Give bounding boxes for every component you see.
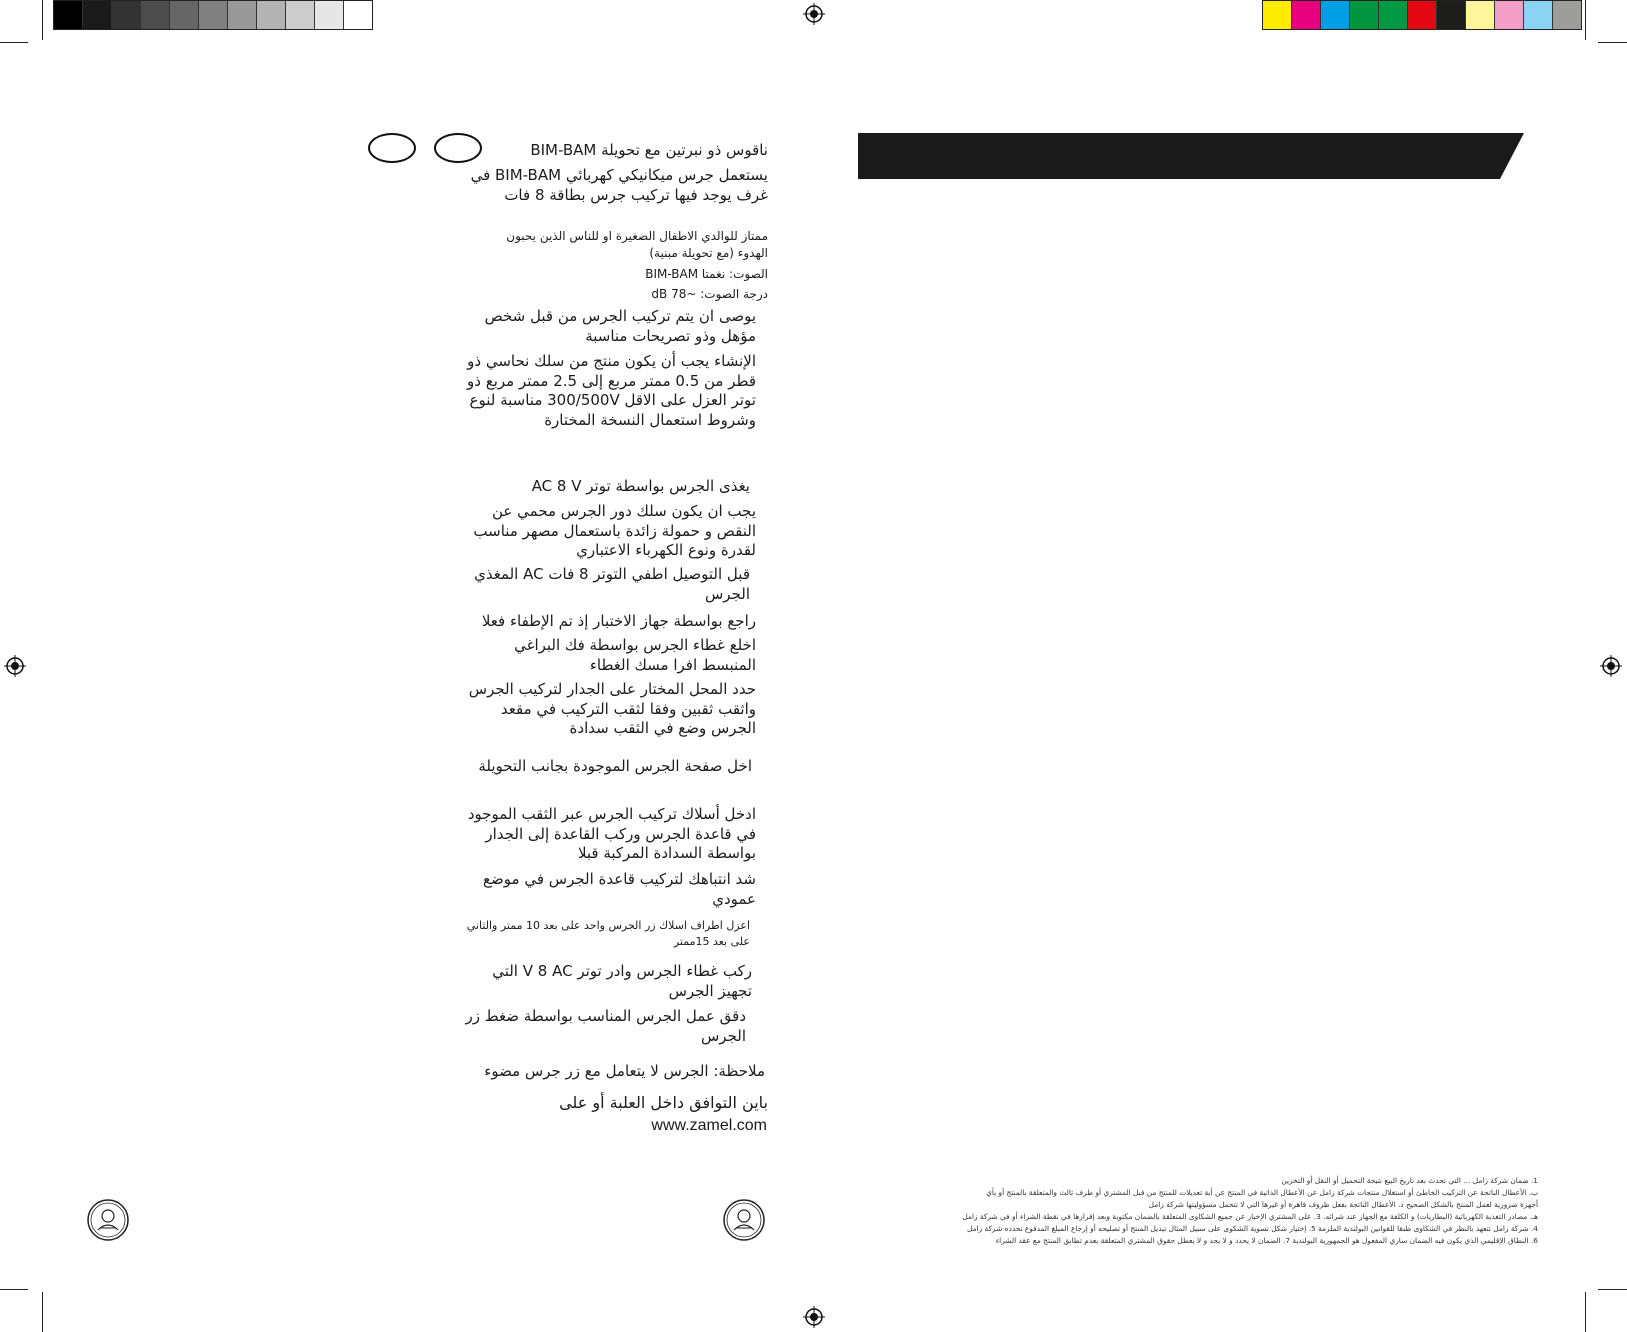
warranty-line-4: هـ. مصادر التغذية الكهربائية (البطاريات) و الكلفة مع الجهاز عند شرائه. 3. على المشتري الإخبار عن جميع الشكاوى المتعلقة بالضمان مكتوبة وبعد إقرارها في نقطة الشراء أو في شركة زامل	[962, 1212, 1538, 1221]
paragraph-qualified-install: يوصى ان يتم تركيب الجرس من قبل شخص مؤهل وذو تصريحات مناسبة	[484, 307, 756, 345]
paragraph-drill: حدد المحل المختار على الجدار لتركيب الجرس واثقب ثقبين وفقا لثقب التركيب في مقعد الجرس وضع في الثقب سدادة	[468, 680, 756, 737]
color-swatch-8	[1465, 1, 1494, 29]
registration-target-icon	[803, 3, 825, 25]
crop-mark-bottom-left-h	[0, 1289, 28, 1290]
website-url: www.zamel.com	[651, 1117, 767, 1134]
grey-swatch-7	[227, 1, 256, 29]
grey-swatch-8	[256, 1, 285, 29]
paragraph-wiring: الإنشاء يجب أن يكون منتج من سلك نحاسي ذو قطر من 0.5 ممتر مربع إلى 2.5 ممتر مربع ذو توتر العزل على الاقل 300/500V مناسبة لنوع وشروط استعمال النسخة المختارة	[467, 352, 756, 429]
color-swatch-10	[1523, 1, 1552, 29]
grey-scale-bar	[53, 0, 373, 30]
paragraph-insert-wires: ادخل أسلاك تركيب الجرس عبر الثقب الموجود في قاعدة الجرس وركب القاعدة إلى الجدار بواسطة السدادة المركبة قبلا	[467, 805, 756, 862]
symbol-ovals	[368, 133, 482, 163]
oval-symbol	[434, 133, 482, 163]
grey-swatch-3	[111, 1, 140, 29]
registration-target-icon	[1600, 655, 1622, 677]
color-swatch-7	[1436, 1, 1465, 29]
grey-swatch-6	[198, 1, 227, 29]
grey-swatch-11	[343, 1, 372, 29]
crop-mark-top-right-v	[1585, 0, 1586, 40]
color-swatch-3	[1320, 1, 1349, 29]
paragraph-sound-level: درجة الصوت: ~78 dB	[651, 287, 768, 301]
section-banner	[858, 133, 1524, 179]
color-swatch-6	[1407, 1, 1436, 29]
warranty-line-5: 4. شركة زامل تتعهد بالنظر في الشكاوى طبقا للقوانين البولندية الملزمة 5. إختيار شكل تسوية الشكوى على سبيل المثال تبديل المنتج أو تصليحه أو إرجاع المبلغ المدفوع تحدده شركة زامل	[967, 1224, 1538, 1233]
grey-swatch-9	[285, 1, 314, 29]
zamel-mascot-badge-icon	[86, 1198, 130, 1242]
paragraph-usage: يستعمل جرس ميكانيكي كهربائي BIM-BAM في غرف يوجد فيها تركيب جرس بطاقة 8 فات	[470, 166, 768, 204]
grey-swatch-1	[54, 1, 82, 29]
paragraph-power: يغذى الجرس بواسطة توتر AC 8 V	[531, 477, 750, 495]
color-swatch-1	[1263, 1, 1291, 29]
color-swatch-2	[1291, 1, 1320, 29]
registration-target-icon	[4, 655, 26, 677]
crop-mark-top-left-h	[0, 42, 28, 43]
paragraph-remove-cover: اخلع غطاء الجرس بواسطة فك البراغي المنبسط افرا مسك الغطاء	[514, 636, 756, 674]
paragraph-switch-off: قبل التوصيل اطفي التوتر 8 فات AC المغذي الجرس	[474, 565, 750, 603]
zamel-mascot-badge-icon	[722, 1198, 766, 1242]
paragraph-sound: الصوت: نغمتا BIM-BAM	[645, 267, 768, 281]
crop-mark-bottom-left-v	[42, 1292, 43, 1332]
color-bar	[1262, 0, 1582, 30]
crop-mark-bottom-right-v	[1585, 1292, 1586, 1332]
warranty-line-3: أجهزة ضرورية لعمل المنتج بالشكل الصحيح د. الأعطال الناتجة بفعل ظروف قاهرة أو غيرها التي لا تتحمل مسؤوليتها شركة زامل	[1148, 1200, 1538, 1209]
product-title: ناقوس ذو نبرتين مع تحويلة BIM-BAM	[530, 141, 768, 159]
paragraph-conformity: باين التوافق داخل العلبة أو على	[559, 1093, 768, 1112]
crop-mark-top-left-v	[42, 0, 43, 40]
paragraph-fuse: يجب ان يكون سلك دور الجرس محمي عن النقص و حمولة زائدة باستعمال مصهر مناسب لقدرة ونوع الكهرباء الاعتباري	[473, 502, 756, 559]
color-swatch-11	[1552, 1, 1581, 29]
paragraph-note: ملاحظة: الجرس لا يتعامل مع زر جرس مضوء	[484, 1062, 765, 1080]
paragraph-test: راجع بواسطة جهاز الاختبار إذ تم الإطفاء فعلا	[481, 612, 756, 630]
grey-swatch-2	[82, 1, 111, 29]
warranty-line-1: 1. ضمان شركة زامل ... التي تحدث بعد تاريخ البيع نتيجة التحميل أو النقل أو التخزين	[1281, 1176, 1538, 1185]
grey-swatch-4	[140, 1, 169, 29]
warranty-line-6: 6. النطاق الإقليمي الذي يكون فيه الضمان ساري المفعول هو الجمهورية البولندية 7. الضمان لا يحدد و لا يحد و لا يعطل حقوق المشتري المتعلقة بعدم تطابق المنتج مع عقد الشراء	[995, 1236, 1538, 1245]
crop-mark-top-right-h	[1598, 42, 1627, 43]
registration-target-icon	[803, 1306, 825, 1328]
paragraph-strip-wires: اعزل اطراف اسلاك زر الجرس واحد على بعد 10 ممتر والثاني على بعد 15ممتر	[466, 919, 750, 948]
paragraph-plate: اخل صفحة الجرس الموجودة بجانب التحويلة	[478, 757, 752, 775]
oval-symbol	[368, 133, 416, 163]
crop-mark-bottom-right-h	[1598, 1289, 1627, 1290]
paragraph-refit-cover: ركب غطاء الجرس وادر توتر V 8 AC التي تجهيز الجرس	[492, 962, 752, 1000]
grey-swatch-5	[169, 1, 198, 29]
color-swatch-5	[1378, 1, 1407, 29]
paragraph-ideal-for: ممتاز للوالدي الاطفال الصغيرة او للناس الذين يحبون الهدوء (مع تحويلة مبنية)	[506, 229, 768, 260]
grey-swatch-10	[314, 1, 343, 29]
color-swatch-9	[1494, 1, 1523, 29]
paragraph-vertical: شد انتباهك لتركيب قاعدة الجرس في موضع عمودي	[483, 870, 756, 908]
warranty-line-2: ب. الأعطال الناتجة عن التركيب الخاطئ أو استغلال منتجات شركة زامل عن الأعطال الذاتية في المنتج عن أية تعديلات للمنتج من قبل المشتري أو طرف ثالث والمتعلقة بالمنتج أو بأي	[986, 1188, 1538, 1197]
paragraph-check: دقق عمل الجرس المناسب بواسطة ضغط زر الجرس	[465, 1007, 746, 1045]
color-swatch-4	[1349, 1, 1378, 29]
